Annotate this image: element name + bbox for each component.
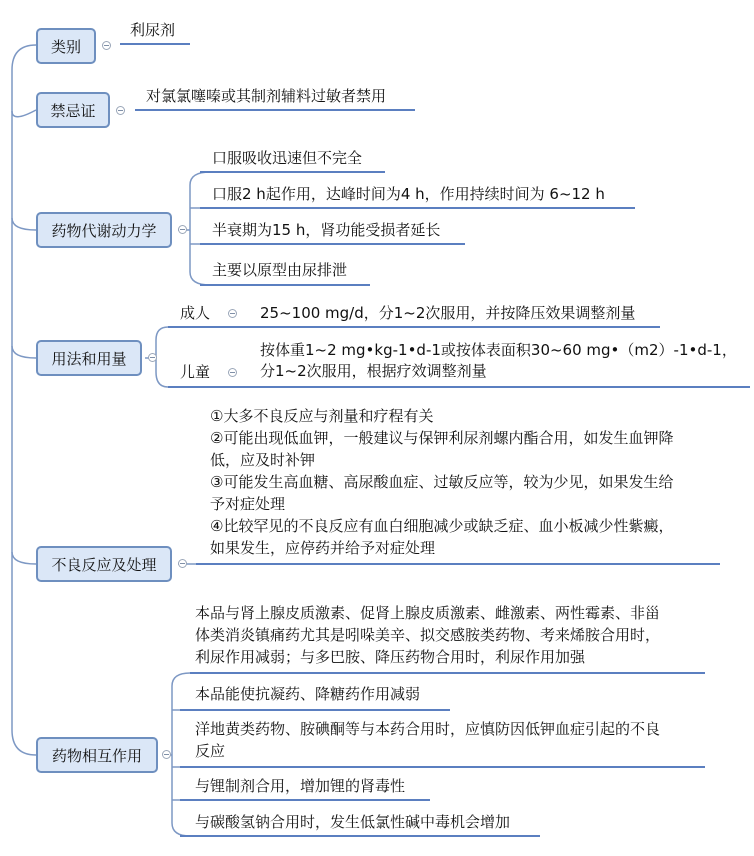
adverse-line: 如果发生，应停药并给予对症处理 [210, 539, 436, 557]
collapse-toggle[interactable] [178, 225, 187, 234]
collapse-toggle[interactable] [116, 106, 125, 115]
dosage-child-line-2: 分1~2次服用，根据疗效调整剂量 [260, 362, 487, 380]
node-dosage-label: 用法和用量 [51, 349, 127, 368]
node-interactions-label: 药物相互作用 [51, 746, 142, 765]
node-adverse-reactions[interactable] [36, 546, 172, 582]
pk-item-3: 半衰期为15 h，肾功能受损者延长 [212, 221, 441, 239]
collapse-toggle[interactable] [178, 559, 187, 568]
adverse-line: ③可能发生高血糖、高尿酸血症、过敏反应等，较为少见，如果发生给 [210, 473, 674, 491]
interaction-item-4: 与锂制剂合用，增加锂的肾毒性 [195, 777, 406, 795]
node-pharmacokinetics[interactable] [36, 212, 172, 248]
collapse-toggle[interactable] [102, 41, 111, 50]
adverse-line: 低，应及时补钾 [210, 451, 316, 469]
node-contraindication-label: 禁忌证 [50, 101, 96, 120]
adverse-line: 予对症处理 [210, 495, 286, 513]
collapse-toggle[interactable] [228, 309, 237, 318]
node-contraindication[interactable] [36, 92, 110, 128]
node-pharmacokinetics-label: 药物代谢动力学 [51, 221, 157, 240]
interaction-item-1-line: 体类消炎镇痛药尤其是吲哚美辛、拟交感胺类药物、考来烯胺合用时， [195, 626, 661, 644]
collapse-toggle[interactable] [228, 368, 237, 377]
node-category[interactable] [36, 28, 96, 64]
category-value: 利尿剂 [130, 21, 176, 39]
adverse-line: ④比较罕见的不良反应有血白细胞减少或缺乏症、血小板减少性紫癜， [210, 517, 674, 535]
contraindication-value: 对氯氯噻嗪或其制剂辅料过敏者禁用 [146, 87, 387, 105]
collapse-toggle[interactable] [148, 353, 157, 362]
node-drug-interactions[interactable] [36, 737, 158, 773]
interaction-item-5: 与碳酸氢钠合用时，发生低氯性碱中毒机会增加 [195, 813, 511, 831]
pk-item-4: 主要以原型由尿排泄 [212, 261, 348, 279]
node-category-label: 类别 [50, 37, 81, 56]
interaction-item-3-line: 反应 [195, 742, 226, 760]
dosage-child-label: 儿童 [180, 363, 211, 381]
pk-item-2: 口服2 h起作用，达峰时间为4 h，作用持续时间为 6~12 h [212, 185, 605, 203]
interaction-item-1-line: 本品与肾上腺皮质激素、促肾上腺皮质激素、雌激素、两性霉素、非甾 [195, 604, 661, 622]
adverse-line: ②可能出现低血钾，一般建议与保钾利尿剂螺内酯合用，如发生血钾降 [210, 429, 674, 447]
pk-item-1: 口服吸收迅速但不完全 [212, 149, 363, 167]
dosage-child-line-1: 按体重1~2 mg•kg-1•d-1或按体表面积30~60 mg•（m2）-1•d-1， [260, 341, 737, 359]
interaction-item-1-line: 利尿作用减弱；与多巴胺、降压药物合用时，利尿作用加强 [195, 648, 586, 666]
dosage-adult-label: 成人 [180, 304, 211, 322]
collapse-toggle[interactable] [162, 750, 171, 759]
adverse-line: ①大多不良反应与剂量和疗程有关 [210, 407, 434, 425]
dosage-adult-value: 25~100 mg/d，分1~2次服用，并按降压效果调整剂量 [260, 304, 636, 322]
node-adverse-label: 不良反应及处理 [51, 555, 157, 574]
interaction-item-2: 本品能使抗凝药、降糖药作用减弱 [195, 685, 421, 703]
interaction-item-3-line: 洋地黄类药物、胺碘酮等与本药合用时，应慎防因低钾血症引起的不良 [195, 720, 661, 738]
node-dosage[interactable] [36, 340, 142, 376]
